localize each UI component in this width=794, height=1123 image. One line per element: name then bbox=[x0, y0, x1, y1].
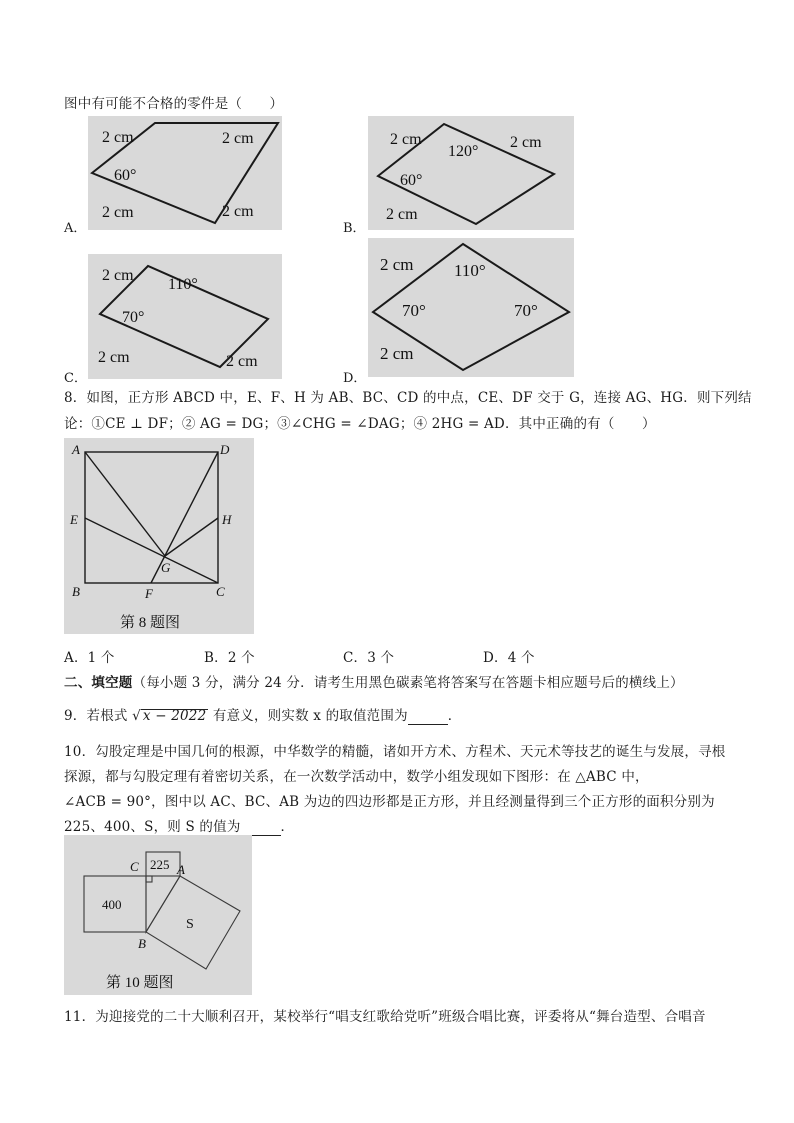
right-angle-mark bbox=[146, 876, 152, 882]
side-label: 2 cm bbox=[102, 204, 134, 221]
angle-label: 120° bbox=[448, 143, 479, 160]
point-label: D bbox=[220, 442, 230, 457]
q9-suffix: 有意义，则实数 x 的取值范围为 bbox=[212, 708, 408, 724]
angle-label: 70° bbox=[402, 301, 426, 320]
angle-label: 60° bbox=[114, 167, 137, 184]
q11-text-line1: 11．为迎接党的二十大顺利召开，某校举行“唱支红歌给党听”班级合唱比赛，评委将从“舞台造型、合唱音 bbox=[64, 1009, 706, 1025]
q7-option-b-label: B． bbox=[343, 221, 366, 236]
q7-option-b-figure bbox=[368, 116, 574, 230]
angle-label: 70° bbox=[122, 309, 145, 326]
q9-radicand: x − 2022 bbox=[142, 708, 207, 724]
q10-text-line4 bbox=[64, 815, 294, 836]
angle-label: 60° bbox=[400, 172, 423, 189]
side-label: 2 cm bbox=[222, 130, 254, 147]
segment-ag bbox=[85, 452, 165, 556]
angle-label: 110° bbox=[454, 261, 486, 280]
area-label: 400 bbox=[102, 897, 122, 912]
q9-answer-blank bbox=[408, 708, 448, 725]
q7-option-d-figure bbox=[368, 238, 574, 377]
q10-line4-end: ． bbox=[280, 819, 295, 835]
area-label: 225 bbox=[150, 857, 170, 872]
q10-figure bbox=[64, 835, 252, 995]
q8-choice-c: C．3 个 bbox=[343, 650, 395, 666]
q8-choice-b: B．2 个 bbox=[204, 650, 255, 666]
segment-hg bbox=[165, 518, 218, 556]
point-label: A bbox=[177, 862, 185, 877]
point-label: C bbox=[216, 584, 225, 599]
point-label: F bbox=[145, 586, 153, 601]
side-label: 2 cm bbox=[510, 134, 542, 151]
square-abcd bbox=[85, 452, 218, 583]
side-label: 2 cm bbox=[102, 267, 134, 284]
point-label: H bbox=[222, 512, 232, 527]
side-label: 2 cm bbox=[102, 129, 134, 146]
point-label: C bbox=[130, 859, 139, 874]
angle-label: 70° bbox=[514, 301, 538, 320]
q10-text-line2: 探源，都与勾股定理有着密切关系，在一次数学活动中，数学小组发现如下图形：在 △ABC 中， bbox=[64, 769, 649, 785]
q10-line4-text: 225、400、S，则 S 的值为 bbox=[64, 819, 241, 835]
q8-text-line2: 论：①CE ⊥ DF；② AG = DG；③∠CHG = ∠DAG；④ 2HG = AD．其中正确的有（ ） bbox=[64, 416, 656, 432]
q7-option-a-label: A． bbox=[64, 221, 87, 236]
q8-choice-a: A．1 个 bbox=[64, 650, 115, 666]
side-label: 2 cm bbox=[222, 203, 254, 220]
point-label: E bbox=[70, 512, 78, 527]
section-2-note: （每小题 3 分，满分 24 分．请考生用黑色碳素笔将答案写在答题卡相应题号后的横线上） bbox=[132, 675, 684, 691]
q7-option-d-label: D． bbox=[343, 371, 367, 386]
q9-prefix: 9．若根式 bbox=[64, 708, 128, 724]
q7-stem: 图中有可能不合格的零件是（ ） bbox=[64, 96, 284, 112]
q10-answer-blank bbox=[241, 819, 281, 836]
side-label: 2 cm bbox=[98, 349, 130, 366]
q8-figure bbox=[64, 438, 254, 634]
q7-option-c-figure bbox=[88, 254, 282, 379]
side-label: 2 cm bbox=[386, 206, 418, 223]
q10-text-line1: 10．勾股定理是中国几何的根源，中华数学的精髓，诸如开方术、方程术、天元术等技艺的诞生与发展，寻根 bbox=[64, 744, 726, 760]
side-label: 2 cm bbox=[226, 353, 258, 370]
side-label: 2 cm bbox=[380, 344, 414, 363]
q7-option-c-label: C． bbox=[64, 371, 87, 386]
segment-ce bbox=[85, 518, 218, 583]
area-label: S bbox=[186, 917, 194, 932]
q8-figure-caption: 第 8 题图 bbox=[120, 615, 181, 631]
q7-option-a-figure bbox=[88, 116, 282, 230]
q10-figure-caption: 第 10 题图 bbox=[106, 975, 174, 991]
sqrt-radical: √ bbox=[132, 708, 141, 724]
side-label: 2 cm bbox=[380, 255, 414, 274]
side-label: 2 cm bbox=[390, 131, 422, 148]
point-label: A bbox=[72, 442, 80, 457]
q8-choice-d: D．4 个 bbox=[483, 650, 535, 666]
q9-text bbox=[64, 704, 461, 725]
section-2-title: 二、填空题 bbox=[64, 675, 133, 691]
q8-text-line1: 8．如图，正方形 ABCD 中，E、F、H 为 AB、BC、CD 的中点，CE、DF 交于 G，连接 AG、HG．则下列结 bbox=[64, 390, 752, 406]
point-label: G bbox=[161, 560, 171, 575]
q9-end: ． bbox=[447, 708, 462, 724]
angle-label: 110° bbox=[168, 276, 198, 293]
section-2-heading bbox=[64, 671, 684, 691]
point-label: B bbox=[72, 584, 80, 599]
q10-text-line3: ∠ACB = 90°，图中以 AC、BC、AB 为边的四边形都是正方形，并且经测量得到三个正方形的面积分别为 bbox=[64, 794, 715, 810]
point-label: B bbox=[138, 936, 146, 951]
